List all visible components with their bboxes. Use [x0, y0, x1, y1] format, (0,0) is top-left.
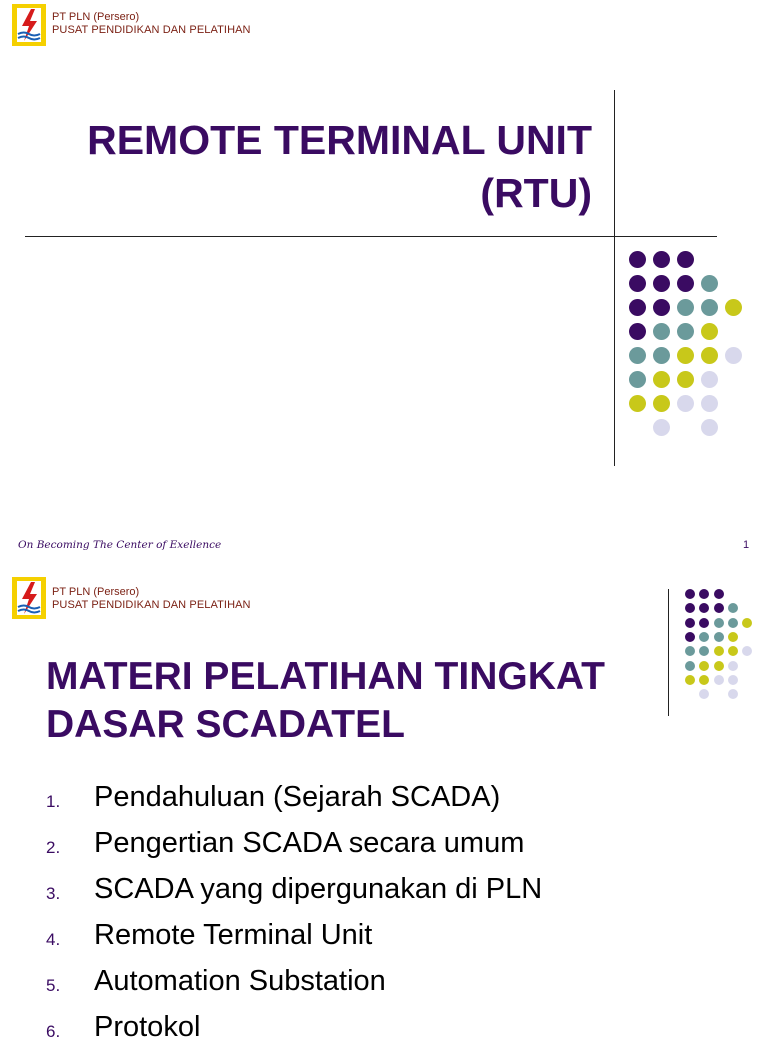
pln-logo-icon [12, 4, 46, 46]
dot-decoration [701, 371, 718, 388]
list-item [46, 873, 646, 919]
dot-decoration [629, 275, 646, 292]
dot-decoration [685, 675, 695, 685]
org-name [52, 11, 251, 37]
org-line-1: PT PLN (Persero) [52, 586, 140, 598]
horizontal-divider [25, 236, 717, 237]
dot-decoration [699, 661, 709, 671]
dot-decoration [742, 618, 752, 628]
dot-decoration [685, 646, 695, 656]
vertical-divider [614, 90, 615, 466]
list-text: Protokol [94, 1011, 201, 1043]
dot-decoration [685, 589, 695, 599]
org-line-2: PUSAT PENDIDIKAN DAN PELATIHAN [52, 599, 251, 611]
dot-decoration [629, 251, 646, 268]
list-item [46, 827, 646, 873]
slide-2 [0, 567, 768, 1043]
dot-decoration [653, 251, 670, 268]
dot-decoration [629, 371, 646, 388]
footer-tagline: On Becoming The Center of Exellence [18, 539, 222, 551]
dot-decoration [685, 603, 695, 613]
dot-decoration [728, 618, 738, 628]
list-text: Pendahuluan (Sejarah SCADA) [94, 781, 501, 813]
dot-decoration [728, 675, 738, 685]
dot-decoration [714, 646, 724, 656]
dot-decoration [653, 323, 670, 340]
dot-decoration [677, 251, 694, 268]
dot-decoration [653, 275, 670, 292]
dot-decoration [728, 689, 738, 699]
dot-decoration [653, 347, 670, 364]
dot-decoration [629, 299, 646, 316]
dot-decoration [699, 646, 709, 656]
list-item [46, 781, 646, 827]
dot-decoration [677, 347, 694, 364]
dot-decoration [653, 419, 670, 436]
dot-decoration [714, 661, 724, 671]
dot-decoration [714, 632, 724, 642]
topic-list [46, 781, 646, 1057]
list-number: 1. [46, 792, 61, 811]
dot-decoration [699, 689, 709, 699]
dot-decoration [699, 603, 709, 613]
dot-decoration [714, 675, 724, 685]
list-text: SCADA yang dipergunakan di PLN [94, 873, 543, 905]
dot-decoration [699, 589, 709, 599]
pln-logo-icon [12, 577, 46, 619]
title-line-1: REMOTE TERMINAL UNIT [87, 117, 592, 163]
dot-decoration [685, 618, 695, 628]
dot-decoration [685, 632, 695, 642]
title-line-2: DASAR SCADATEL [46, 703, 405, 746]
list-text: Remote Terminal Unit [94, 919, 373, 951]
dot-decoration [677, 323, 694, 340]
list-number: 6. [46, 1022, 61, 1041]
dot-decoration [701, 347, 718, 364]
page-number: 1 [743, 539, 750, 551]
dot-decoration [725, 347, 742, 364]
dot-decoration [714, 618, 724, 628]
list-item [46, 965, 646, 1011]
dot-decoration [685, 661, 695, 671]
dot-decoration [701, 395, 718, 412]
dot-decoration [714, 589, 724, 599]
dot-decoration [677, 299, 694, 316]
org-name [52, 586, 251, 612]
dot-decoration [629, 395, 646, 412]
title-line-1: MATERI PELATIHAN TINGKAT [46, 655, 605, 698]
dot-decoration [677, 371, 694, 388]
list-number: 4. [46, 930, 61, 949]
org-line-2: PUSAT PENDIDIKAN DAN PELATIHAN [52, 24, 251, 36]
dot-decoration [714, 603, 724, 613]
title-line-2: (RTU) [480, 170, 592, 216]
list-number: 5. [46, 976, 61, 995]
list-item [46, 919, 646, 965]
dot-decoration [699, 632, 709, 642]
dot-decoration [725, 299, 742, 316]
dot-decoration [653, 299, 670, 316]
dot-decoration [728, 603, 738, 613]
dot-decoration [677, 275, 694, 292]
list-number: 3. [46, 884, 61, 903]
dot-decoration [728, 661, 738, 671]
slide-1-title [87, 114, 592, 220]
list-number: 2. [46, 838, 61, 857]
dot-decoration [701, 419, 718, 436]
slide-2-title [46, 653, 666, 749]
dot-decoration [699, 675, 709, 685]
list-text: Automation Substation [94, 965, 386, 997]
dot-decoration [653, 395, 670, 412]
org-line-1: PT PLN (Persero) [52, 11, 140, 23]
dot-decoration [699, 618, 709, 628]
list-item [46, 1011, 646, 1057]
dot-decoration [701, 323, 718, 340]
dot-decoration [629, 347, 646, 364]
dot-decoration [629, 323, 646, 340]
dot-decoration [653, 371, 670, 388]
dot-decoration [742, 646, 752, 656]
dot-decoration [701, 275, 718, 292]
vertical-divider [668, 589, 669, 716]
list-text: Pengertian SCADA secara umum [94, 827, 525, 859]
dot-decoration [701, 299, 718, 316]
dot-decoration [728, 632, 738, 642]
dot-decoration [677, 395, 694, 412]
dot-decoration [728, 646, 738, 656]
